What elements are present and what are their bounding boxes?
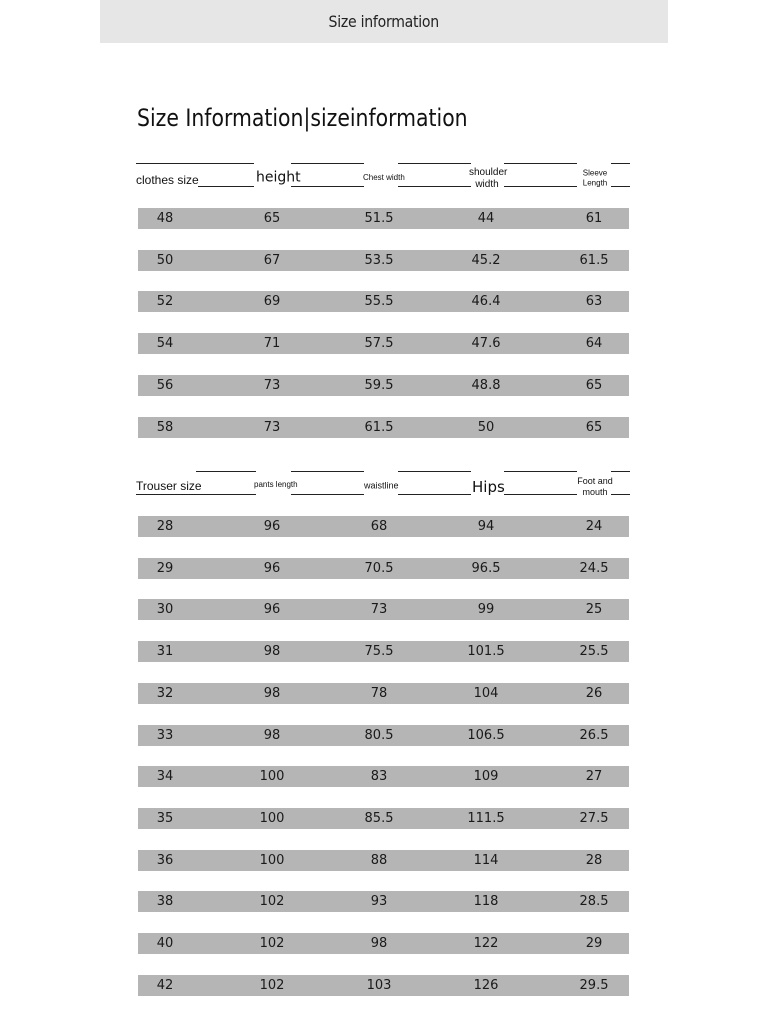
table-cell: 45.2 [471,252,501,268]
table-cell: 96 [263,519,281,534]
table-cell: 34 [156,769,174,785]
table-cell: 100 [259,810,285,826]
table-cell: 71 [263,336,281,352]
table-cell: 100 [259,769,285,785]
table-cell: 99 [477,602,495,618]
table-cell: 44 [477,211,495,226]
table-cell: 33 [156,727,174,743]
header-pants-length: pants length [254,480,298,490]
table-cell: 106.5 [467,727,505,743]
table-cell: 96 [263,560,281,576]
table-cell: 85.5 [364,810,394,826]
table-cell: 27 [585,769,603,785]
trouser-table-row [138,683,629,704]
table-cell: 104 [473,685,499,701]
trouser-table-row [138,975,629,996]
table-cell: 98 [370,936,388,951]
table-cell: 101.5 [467,644,505,660]
table-cell: 55.5 [364,294,394,310]
table-cell: 73 [263,419,281,435]
table-cell: 48 [156,211,174,226]
table-cell: 114 [473,852,499,868]
table-cell: 61.5 [364,419,394,435]
trouser-table-row [138,766,629,787]
table-cell: 54 [156,336,174,352]
table-cell: 83 [370,769,388,785]
header-waistline: waistline [364,480,399,491]
trouser-table-header [136,471,630,501]
clothes-table-row [138,208,629,229]
table-cell: 29 [585,936,603,951]
clothes-table-row [138,333,629,354]
table-cell: 88 [370,852,388,868]
table-cell: 103 [366,977,392,993]
table-cell: 47.6 [471,336,501,352]
table-cell: 53.5 [364,252,394,268]
trouser-table-row [138,808,629,829]
table-cell: 70.5 [364,560,394,576]
clothes-table-row [138,291,629,312]
table-cell: 100 [259,852,285,868]
table-cell: 57.5 [364,336,394,352]
table-cell: 65 [585,377,603,393]
page-title: Size Information|sizeinformation [137,104,468,132]
table-cell: 25 [585,602,603,618]
table-cell: 36 [156,852,174,868]
header-foot-and-mouth: Foot and mouth [577,476,613,497]
table-cell: 69 [263,294,281,310]
trouser-table-row [138,599,629,620]
trouser-table-row [138,641,629,662]
top-banner [100,0,668,43]
table-cell: 30 [156,602,174,618]
header-height: height [256,169,301,186]
table-cell: 93 [370,894,388,910]
table-cell: 40 [156,936,174,951]
header-clothes-size: clothes size [136,172,199,187]
header-hips: Hips [472,478,505,496]
table-cell: 111.5 [467,810,505,826]
trouser-table-row [138,725,629,746]
table-cell: 65 [585,419,603,435]
table-cell: 102 [259,894,285,910]
clothes-table-row [138,250,629,271]
clothes-table-header [136,163,630,193]
header-chest-width: Chest width [363,173,405,183]
table-cell: 61 [585,211,603,226]
table-cell: 59.5 [364,377,394,393]
table-cell: 96 [263,602,281,618]
table-cell: 24 [585,519,603,534]
table-cell: 35 [156,810,174,826]
header-sleeve-length: Sleeve Length [582,168,608,187]
table-cell: 29 [156,560,174,576]
table-cell: 58 [156,419,174,435]
table-cell: 102 [259,977,285,993]
table-cell: 56 [156,377,174,393]
trouser-table-row [138,516,629,537]
table-cell: 32 [156,685,174,701]
table-cell: 42 [156,977,174,993]
trouser-table-row [138,850,629,871]
table-cell: 118 [473,894,499,910]
trouser-table-row [138,891,629,912]
table-cell: 48.8 [471,377,501,393]
table-cell: 28 [585,852,603,868]
table-cell: 52 [156,294,174,310]
table-cell: 96.5 [471,560,501,576]
table-cell: 122 [473,936,499,951]
table-cell: 51.5 [364,211,394,226]
table-cell: 64 [585,336,603,352]
table-cell: 46.4 [471,294,501,310]
table-cell: 73 [263,377,281,393]
table-cell: 28.5 [579,894,609,910]
table-cell: 26 [585,685,603,701]
trouser-table-row [138,558,629,579]
table-cell: 50 [156,252,174,268]
table-cell: 98 [263,727,281,743]
table-cell: 78 [370,685,388,701]
table-cell: 27.5 [579,810,609,826]
table-cell: 75.5 [364,644,394,660]
table-cell: 25.5 [579,644,609,660]
table-cell: 94 [477,519,495,534]
table-cell: 61.5 [579,252,609,268]
table-cell: 26.5 [579,727,609,743]
header-trouser-size: Trouser size [136,478,202,493]
table-cell: 68 [370,519,388,534]
table-cell: 98 [263,644,281,660]
table-cell: 63 [585,294,603,310]
table-cell: 24.5 [579,560,609,576]
table-cell: 31 [156,644,174,660]
table-cell: 126 [473,977,499,993]
table-cell: 73 [370,602,388,618]
clothes-table-row [138,417,629,438]
banner-title: Size information [328,12,440,31]
clothes-table-row [138,375,629,396]
table-cell: 109 [473,769,499,785]
table-cell: 28 [156,519,174,534]
trouser-table-row [138,933,629,954]
table-cell: 38 [156,894,174,910]
table-cell: 65 [263,211,281,226]
table-cell: 50 [477,419,495,435]
table-cell: 29.5 [579,977,609,993]
table-cell: 98 [263,685,281,701]
table-cell: 80.5 [364,727,394,743]
table-cell: 67 [263,252,281,268]
table-cell: 102 [259,936,285,951]
header-shoulder-width: shoulder width [469,167,508,190]
